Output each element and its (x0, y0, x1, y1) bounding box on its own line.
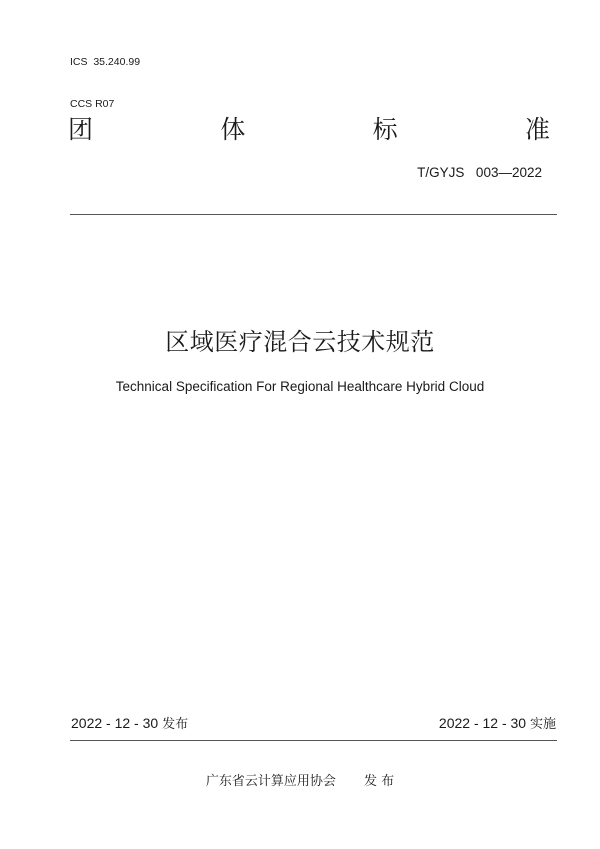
ics-code: ICS 35.240.99 (70, 56, 141, 68)
standard-type-char: 标 (372, 115, 398, 144)
implement-label: 实施 (529, 717, 556, 732)
ccs-code: CCS R07 (70, 98, 115, 110)
standard-code: T/GYJS 003—2022 (417, 165, 542, 180)
bottom-divider (70, 740, 557, 741)
implement-date-block (439, 713, 556, 735)
standard-type-heading (68, 113, 550, 147)
publisher-line (0, 773, 600, 791)
implement-date: 2022 - 12 - 30 (438, 715, 527, 731)
standard-type-char: 体 (220, 115, 246, 144)
standard-type-char: 团 (68, 115, 94, 144)
publish-date-block (71, 713, 188, 735)
publish-label: 发布 (162, 717, 189, 732)
publish-date: 2022 - 12 - 30 (71, 715, 159, 731)
english-title: Technical Specification For Regional Healthcare Hybrid Cloud (115, 379, 485, 394)
publisher-name: 广东省云计算应用协会 (205, 774, 336, 789)
chinese-title: 区域医疗混合云技术规范 (165, 328, 435, 356)
classification-codes (70, 27, 140, 125)
top-divider (70, 214, 557, 215)
standard-type-char: 准 (524, 115, 550, 144)
publisher-label: 发 布 (363, 774, 395, 789)
